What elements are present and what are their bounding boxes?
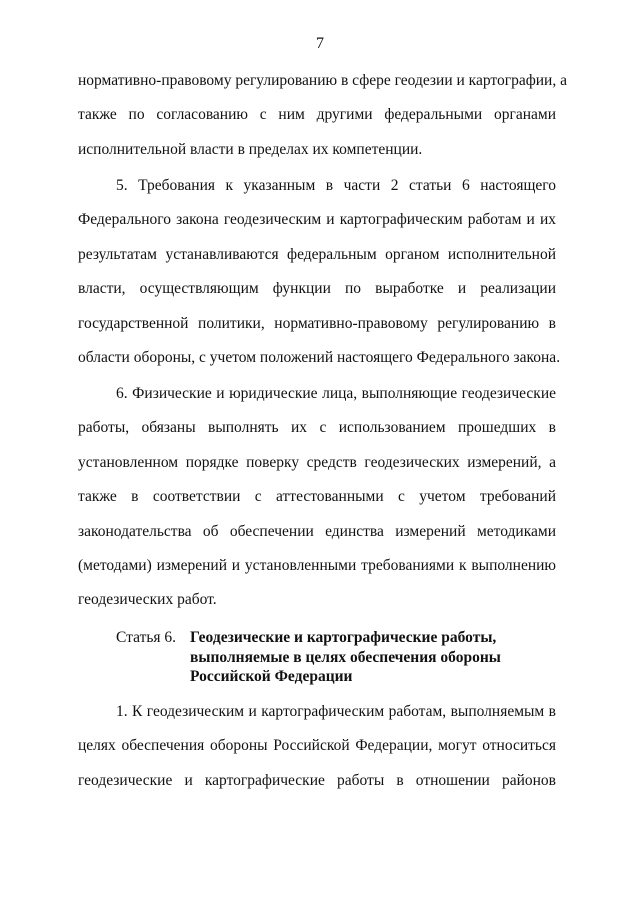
text-line: результатам устанавливаются федеральным органом исполнительной <box>78 245 556 263</box>
text-line: исполнительной власти в пределах их компетенции. <box>78 140 423 158</box>
text-line: государственной политики, нормативно-правовому регулированию в <box>78 314 556 332</box>
article-title-line: выполняемые в целях обеспечения обороны <box>190 648 501 666</box>
text-line: власти, осуществляющим функции по выработке и реализации <box>78 280 556 298</box>
text-line: геодезические и картографические работы в отношении районов <box>78 771 556 789</box>
text-line: работы, обязаны выполнять их с использованием прошедших в <box>78 419 556 437</box>
text-line: Федерального закона геодезическим и картографическим работам и их <box>78 211 556 229</box>
article-title-line: Геодезические и картографические работы, <box>190 629 497 646</box>
paragraph-5 <box>78 169 561 375</box>
article-paragraph-1 <box>78 695 556 798</box>
text-line: 1. К геодезическим и картографическим работам, выполняемым в <box>116 703 556 720</box>
text-line: 6. Физические и юридические лица, выполняющие геодезические <box>116 385 556 402</box>
article-label: Статья 6. <box>116 629 177 646</box>
text-line: законодательства об обеспечении единства измерений методиками <box>78 522 556 540</box>
text-line: геодезических работ. <box>78 591 217 609</box>
text-line: установленном порядке поверку средств геодезических измерений, а <box>78 453 556 471</box>
article-heading <box>116 628 501 687</box>
page-number: 7 <box>316 35 324 52</box>
article-title-line: Российской Федерации <box>190 668 353 685</box>
article-title <box>190 628 501 687</box>
paragraph-6 <box>78 377 556 618</box>
text-line: также по согласованию с ним другими федеральными органами <box>78 106 556 124</box>
text-line: 5. Требования к указанным в части 2 статьи 6 настоящего <box>116 177 556 194</box>
paragraph-continuation <box>78 64 567 167</box>
text-line: нормативно-правовому регулированию в сфере геодезии и картографии, а <box>78 72 567 89</box>
text-line: также в соответствии с аттестованными с учетом требований <box>78 488 556 506</box>
text-line: целях обеспечения обороны Российской Федерации, могут относиться <box>78 737 556 755</box>
text-line: области обороны, с учетом положений настоящего Федерального закона. <box>78 348 561 366</box>
text-line: (методами) измерений и установленными требованиями к выполнению <box>78 556 556 574</box>
